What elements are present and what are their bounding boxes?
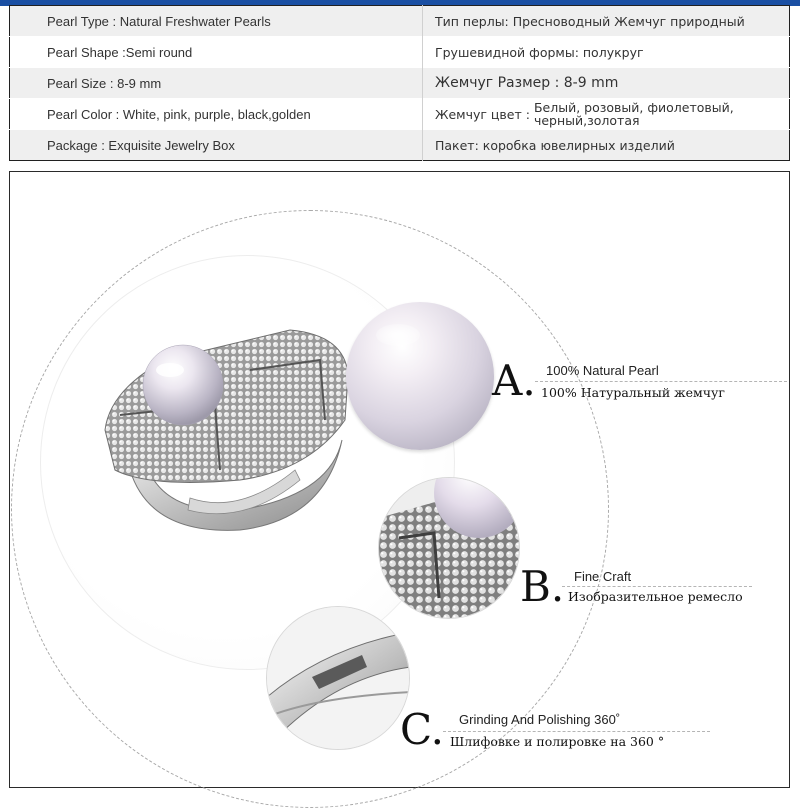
spec-row xyxy=(10,130,790,161)
spec-row xyxy=(10,6,790,37)
callout-line xyxy=(535,381,787,382)
polish-detail-image xyxy=(266,606,410,750)
spec-table xyxy=(9,5,790,161)
craft-detail-image xyxy=(378,477,520,619)
spec-en: Pearl Size : 8-9 mm xyxy=(10,68,423,99)
spec-ru: Пакет: коробка ювелирных изделий xyxy=(423,130,790,161)
spec-en: Pearl Shape :Semi round xyxy=(10,37,423,68)
feature-subtitle: Шлифовке и полировке на 360 ° xyxy=(450,734,665,749)
feature-title: Fine Craft xyxy=(574,569,632,584)
spec-ru: Жемчуг Размер : 8-9 mm xyxy=(423,68,790,99)
spec-en: Pearl Type : Natural Freshwater Pearls xyxy=(10,6,423,37)
spec-row xyxy=(10,99,790,130)
feature-letter: C. xyxy=(400,705,444,754)
spec-ru: Тип перлы: Пресноводный Жемчуг природный xyxy=(423,6,790,37)
spec-ru-label: Жемчуг цвет : xyxy=(435,106,530,122)
feature-letter: B. xyxy=(520,562,565,611)
spec-ru-line: черный,золотая xyxy=(533,113,640,128)
feature-subtitle: 100% Натуральный жемчуг xyxy=(541,385,725,400)
pearl-ring-image xyxy=(90,320,360,540)
feature-title: Grinding And Polishing 360˚ xyxy=(459,712,621,727)
spec-ru: Грушевидной формы: полукруг xyxy=(423,37,790,68)
spec-row xyxy=(10,68,790,99)
spec-ru-line: Белый, розовый, фиолетовый, xyxy=(533,100,734,115)
spec-row xyxy=(10,37,790,68)
callout-line xyxy=(443,731,710,732)
feature-letter: A. xyxy=(492,356,536,405)
pearl-closeup-image xyxy=(346,302,494,450)
feature-title: 100% Natural Pearl xyxy=(546,363,659,378)
spec-ru-color xyxy=(423,99,790,130)
feature-subtitle: Изобразительное ремесло xyxy=(568,589,743,604)
spec-en: Pearl Color : White, pink, purple, black,golden xyxy=(10,99,423,130)
spec-en: Package : Exquisite Jewelry Box xyxy=(10,130,423,161)
callout-line xyxy=(562,586,752,587)
